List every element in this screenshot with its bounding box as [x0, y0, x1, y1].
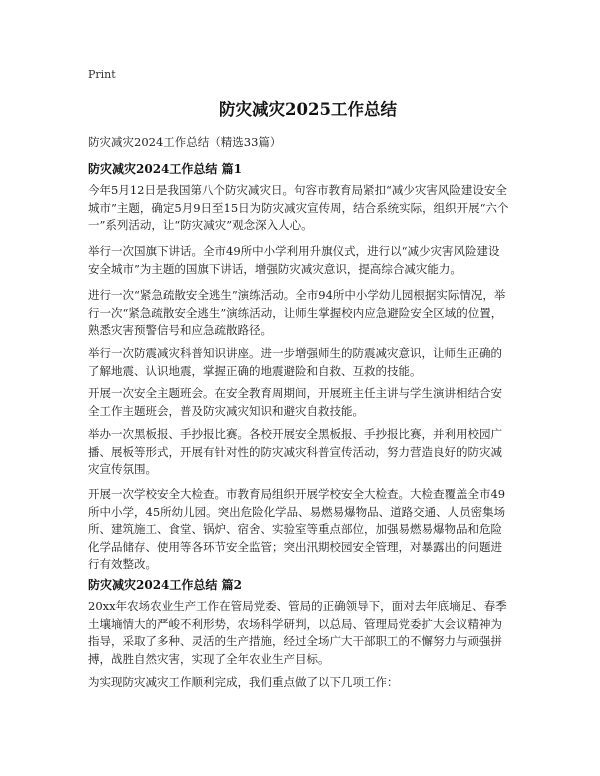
text-line: 为实现防灾减灾工作顺利完成，我们重点做了以下几项工作： [88, 675, 399, 689]
text-line: 化学品储存、使用等各环节安全监管；突出汛期校园安全管理，对暴露出的问题进 [88, 539, 502, 554]
text-line: 灾宣传氛围。 [88, 462, 157, 476]
text-line: 城市”主题，确定5月9日至15日为防灾减灾宣传周，结合系统实际，组织开展“六个 [88, 200, 509, 215]
section-1-paragraph-6 [88, 426, 528, 479]
text-line: 熟悉灾害预警信号和应急疏散路径。 [88, 323, 272, 337]
section-2-paragraph-2 [88, 674, 528, 692]
document-subtitle: 防灾减灾2024工作总结（精选33篇） [88, 135, 282, 149]
text-line: 开展一次学校安全大检查。市教育局组织开展学校安全大检查。大检查覆盖全市49 [88, 487, 506, 501]
text-line: 举行一次防震减灾科普知识讲座。进一步增强师生的防震减灾意识，让师生正确的 [88, 346, 502, 360]
text-line: 20xx年农场农业生产工作在管局党委、管局的正确领导下，面对去年底墒足、春季 [88, 599, 507, 613]
section-1-paragraph-2 [88, 243, 528, 278]
text-line: 全工作主题班会，普及防灾减灾知识和避灾自救技能。 [88, 403, 364, 418]
section-2-heading: 防灾减灾2024工作总结 篇2 [88, 578, 242, 592]
section-1-paragraph-3 [88, 287, 528, 340]
text-line: 指导，采取了多种、灵活的生产措施，经过全场广大干部职工的不懈努力与顽强拼 [88, 634, 502, 648]
section-1-paragraph-4 [88, 345, 528, 380]
text-line: 一”系列活动，让“防灾减灾”观念深入人心。 [88, 218, 313, 232]
text-line: 行有效整改。 [88, 557, 157, 571]
page-title: 防灾减灾2025工作总结 [219, 100, 397, 119]
section-1-paragraph-1 [88, 182, 528, 235]
text-line: 进行一次“紧急疏散安全逃生”演练活动。全市94所中小学幼儿园根据实际情况，举 [88, 288, 506, 302]
text-line: 所中小学，45所幼儿园。突出危险化学品、易燃易爆物品、道路交通、人员密集场 [88, 504, 506, 519]
text-line: 播、展板等形式，开展有针对性的防灾减灾科普宣传活动，努力营造良好的防灾减 [88, 444, 502, 459]
text-line: 所、建筑施工、食堂、锅炉、宿舍、实验室等重点部位，加强易燃易爆物品和危险 [88, 522, 502, 536]
section-1-paragraph-7 [88, 486, 528, 574]
text-line: 土壤墒情大的严峻不利形势，农场科学研判，以总局、管理局党委扩大会议精神为 [88, 616, 502, 631]
text-line: 举行一次国旗下讲话。全市49所中小学利用升旗仪式，进行以“减少灾害风险建设 [88, 244, 500, 258]
section-1-paragraph-5 [88, 385, 528, 420]
section-1-heading: 防灾减灾2024工作总结 篇1 [88, 162, 242, 176]
section-2-paragraph-1 [88, 598, 528, 668]
text-line: 举办一次黑板报、手抄报比赛。各校开展安全黑板报、手抄报比赛，并利用校园广 [88, 427, 502, 441]
text-line: 搏，战胜自然灾害，实现了全年农业生产目标。 [88, 651, 330, 666]
print-link[interactable]: Print [88, 68, 116, 81]
text-line: 安全城市”为主题的国旗下讲话，增强防灾减灾意识，提高综合减灾能力。 [88, 261, 462, 276]
text-line: 开展一次安全主题班会。在安全教育周期间，开展班主任主讲与学生演讲相结合安 [88, 386, 502, 400]
text-line: 行一次“紧急疏散安全逃生”演练活动，让师生掌握校内应急避险安全区域的位置， [88, 305, 503, 320]
text-line: 今年5月12日是我国第八个防灾减灾日。句容市教育局紧扣“减少灾害风险建设安全 [88, 183, 507, 197]
text-line: 了解地震、认识地震，掌握正确的地震避险和自救、互救的技能。 [88, 363, 422, 378]
